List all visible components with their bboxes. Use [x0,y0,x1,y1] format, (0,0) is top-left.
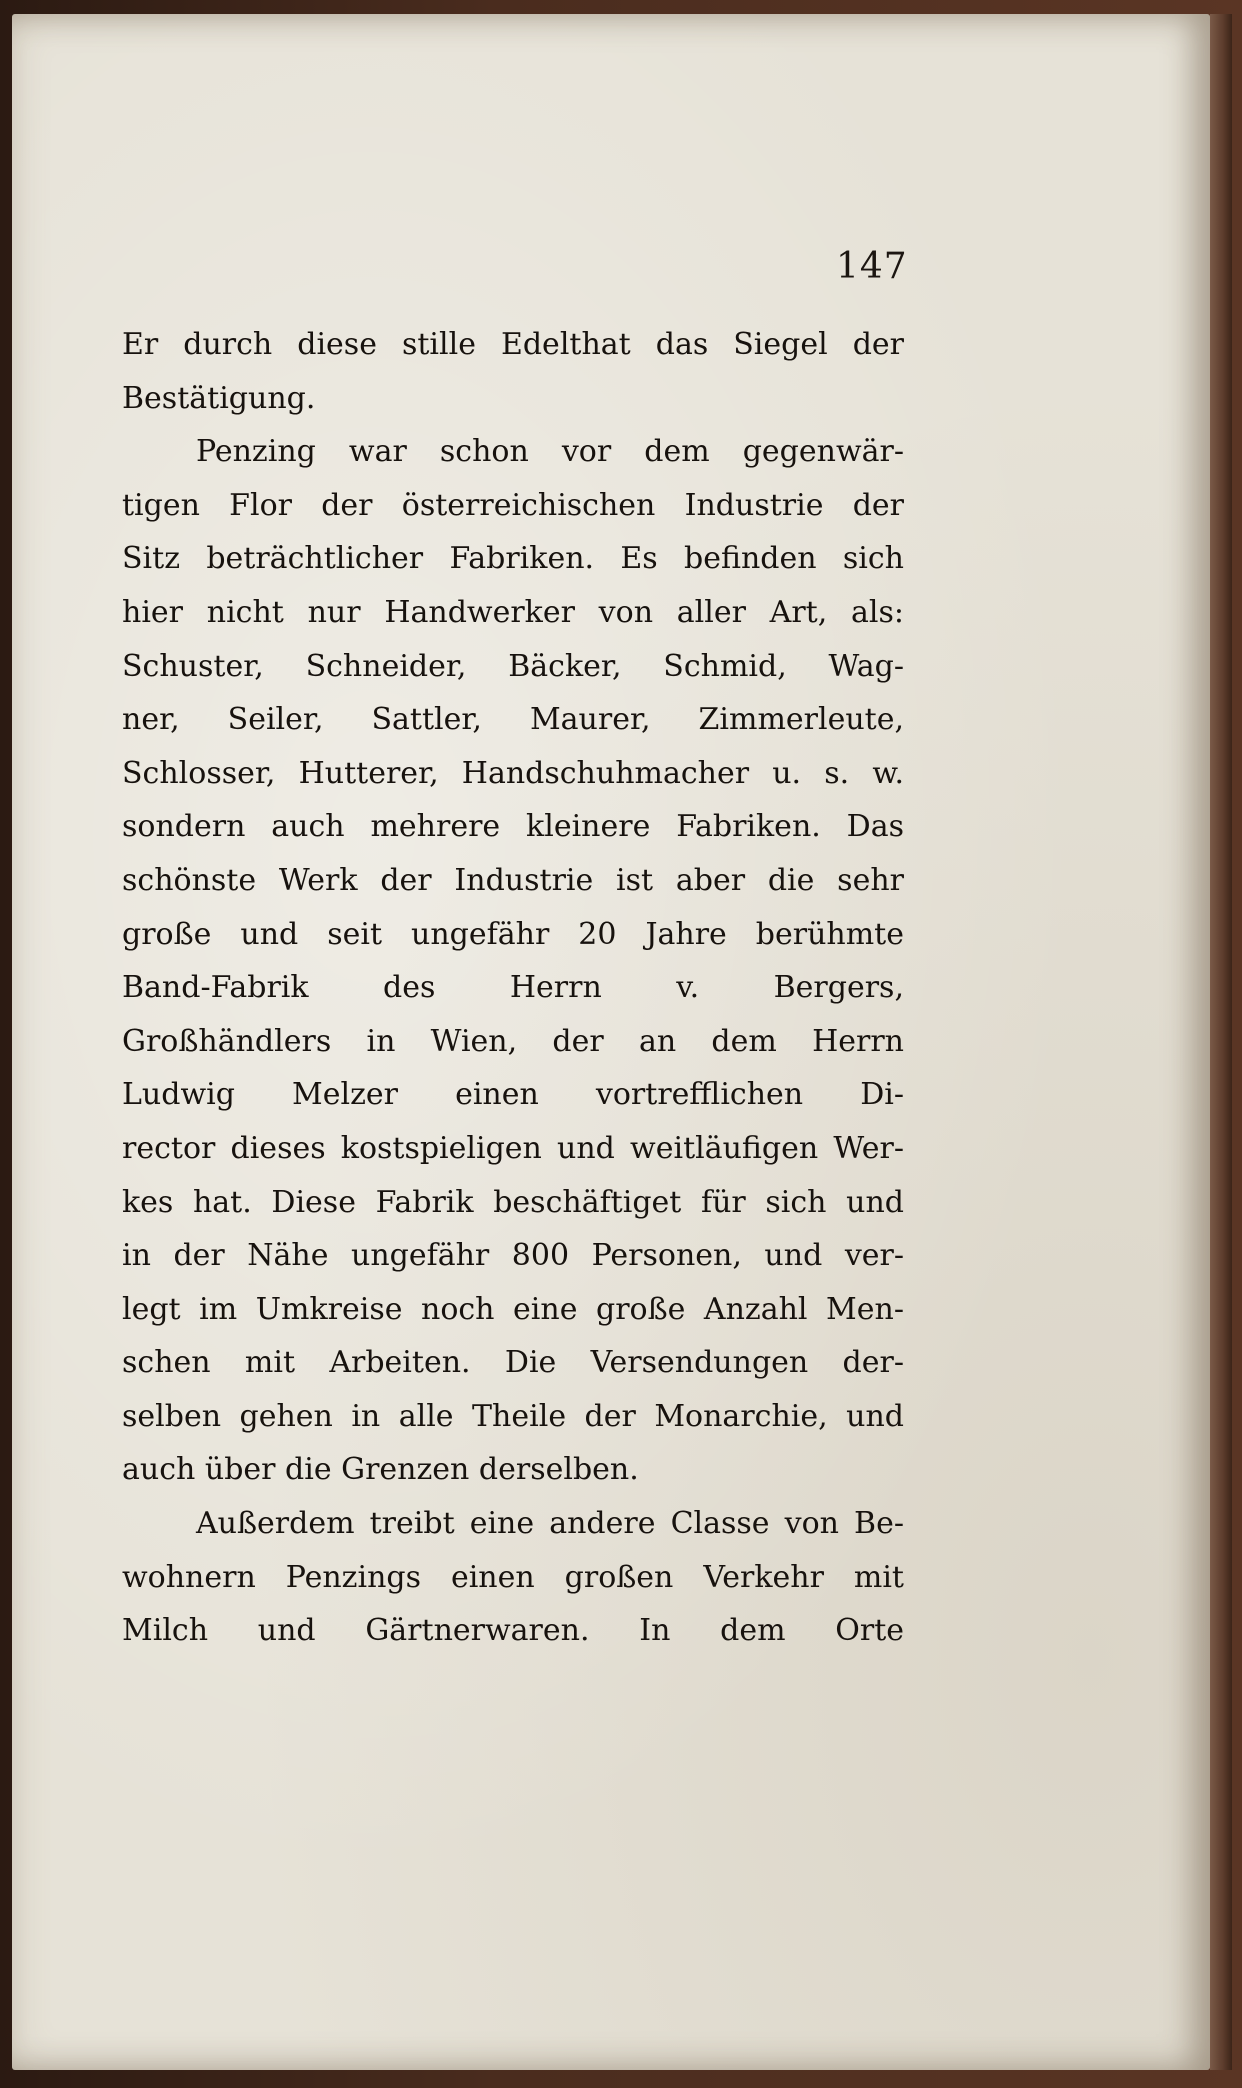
text-line: legt im Umkreise noch eine große Anzahl Men- [122,1291,904,1327]
text-line: ner, Seiler, Sattler, Maurer, Zimmerleute, [122,702,904,738]
text-line: Milch und Gärtnerwaren. In dem Orte [122,1613,904,1649]
paragraph-first-line: Penzing war schon vor dem gegenwär- [196,434,904,470]
text-line: Schuster, Schneider, Bäcker, Schmid, Wag- [122,648,904,684]
text-line: Großhändlers in Wien, der an dem Herrn [122,1023,904,1059]
text-line: tigen Flor der österreichischen Industrie der [122,487,904,523]
text-line: auch über die Grenzen derselben. [122,1452,639,1488]
text-line: Bestätigung. [122,380,316,416]
text-line: Er durch diese stille Edelthat das Siegel der [122,327,904,362]
text-line: sondern auch mehrere kleinere Fabriken. Das [122,809,904,845]
text-line: hier nicht nur Handwerker von aller Art, als: [122,594,904,630]
page-number: 147 [836,246,908,287]
text-line: kes hat. Diese Fabrik beschäftiget für sich und [122,1184,904,1220]
text-line: selben gehen in alle Theile der Monarchie, und [122,1398,904,1434]
text-line: Ludwig Melzer einen vortrefflichen Di- [122,1077,904,1113]
body-text [122,318,904,1658]
text-line: rector dieses kostspieligen und weitläufigen Wer- [122,1130,904,1166]
text-line: wohnern Penzings einen großen Verkehr mit [122,1559,904,1595]
page-stack-edge [1210,14,1232,2070]
paragraph-first-line: Außerdem treibt eine andere Classe von Be- [196,1506,904,1542]
text-line: Schlosser, Hutterer, Handschuhmacher u. s. w. [122,755,904,791]
text-line: in der Nähe ungefähr 800 Personen, und ver- [122,1238,904,1274]
text-line: Sitz beträchtlicher Fabriken. Es befinden sich [122,541,904,577]
text-line: schen mit Arbeiten. Die Versendungen der- [122,1345,904,1381]
text-line: Band-Fabrik des Herrn v. Bergers, [122,970,904,1006]
text-line: schönste Werk der Industrie ist aber die sehr [122,862,904,898]
text-line: große und seit ungefähr 20 Jahre berühmte [122,916,904,952]
